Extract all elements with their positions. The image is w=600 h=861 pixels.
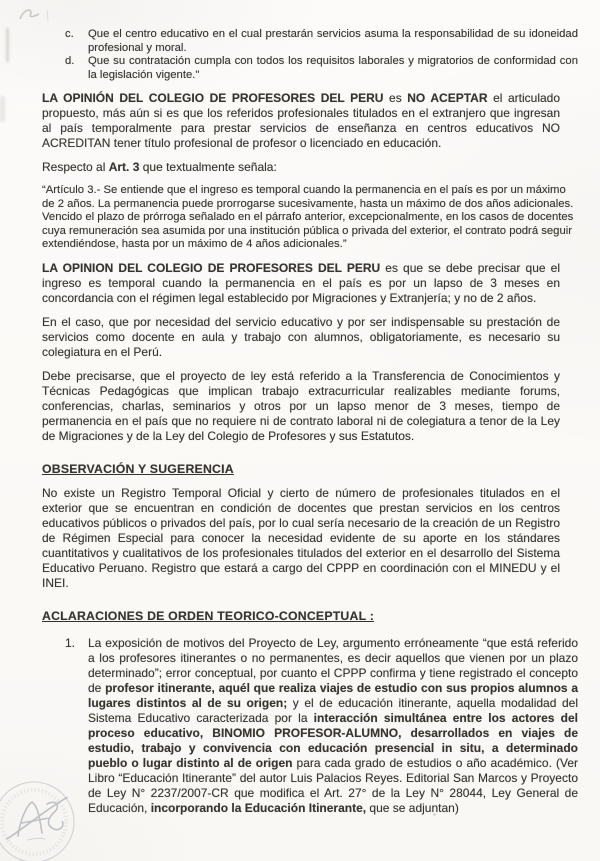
official-seal-stamp <box>0 776 94 861</box>
text-segment: Respecto al <box>42 160 109 174</box>
text-segment: No existe un Registro Temporal Oficial y cierto de número de profesionales titulados en el exterior que se encuentran en condición de docentes que prestan servicios en los centros educativos públicos o privados del país, por lo cual sería necesario de la creación de un Registro de Régimen Especial para conocer la necesidad evidente de su aporte en los stándares cuantitativos y cualitativos de los profesionales titulados del exterior en el desarrollo del Sistema Educativo Peruano. Registro que estará a cargo del CPPP en coordinación con el MINEDU y el INEI. <box>42 485 560 590</box>
text-segment: La exposición de motivos del Proyecto de Ley, argumento erróneamente “que está referido a los profesores itinerantes o no permanentes, es decir aquellos que vienen por un plazo determinado”; error conceptual, por cuanto el CPPP confirma y tiene registrado el concepto de <box>88 635 578 695</box>
bold-text-segment: LA OPINION DEL COLEGIO DE PROFESORES DEL PERU <box>42 260 381 275</box>
list-item <box>42 55 578 82</box>
bold-text-segment: profesor itinerante, aquél que realiza viajes de estudio con sus propios alumnos a lugares distintos al de su origen; <box>88 680 579 710</box>
paragraph <box>42 315 560 360</box>
text-segment: es que se debe precisar que el ingreso es temporal cuando la permanencia en el país es por un lapso de 3 meses en concordancia con el régimen legal establecido por Migraciones y Extranjería; y no de 2 años. <box>42 260 560 305</box>
list-marker: 1. <box>65 635 76 650</box>
heading <box>42 462 560 477</box>
bold-text-segment: ACLARACIONES DE ORDEN TEORICO-CONCEPTUAL : <box>42 608 374 623</box>
scan-smudge <box>0 96 5 122</box>
quote <box>42 184 578 252</box>
bold-text-segment: LA OPINIÓN DEL COLEGIO DE PROFESORES DEL PERU <box>42 91 384 105</box>
list-item-text <box>88 636 578 816</box>
text-segment: es <box>383 91 408 105</box>
bold-text-segment: interacción simultánea entre los actores del proceso educativo, BINOMIO PROFESOR-ALUMNO, desarrollados en viajes de estudio, trabajo y convivencia con educación presencial in situ, a determinado pueblo o lugar distinto al de origen <box>88 710 578 770</box>
stamp-signature-scribble <box>7 798 67 841</box>
paragraph <box>42 369 560 444</box>
text-segment: En el caso, que por necesidad del servicio educativo y por ser indispensable su prestación de servicios como docente en aula y trabajo con alumnos, obligatoriamente, es necesario su colegiatura en el Perú. <box>42 314 560 359</box>
text-segment: Que el centro educativo en el cual prestarán servicios asuma la responsabilidad de su idoneidad profesional y moral. <box>88 28 578 54</box>
text-segment: que textualmente señala: <box>139 160 277 174</box>
paragraph <box>42 91 560 151</box>
scan-speck <box>433 813 436 816</box>
paragraph <box>42 261 560 306</box>
list-item <box>42 28 578 55</box>
text-segment: Debe precisarse, que el proyecto de ley está referido a la Transferencia de Conocimientos y Técnicas Pedagógicas que implican trabajo extracurricular realizables mediante forums, conferencias, charlas, seminarios y otros por un lapso menor de 3 meses, tiempo de permanencia en el país que no requiere ni de contrato laboral ni de colegiatura a tenor de la Ley de Migraciones y de la Ley del Colegio de Profesores y sus Estatutos. <box>42 368 560 443</box>
paragraph <box>42 160 560 175</box>
text-segment: y el de educación itinerante, aquella modalidad del Sistema Educativo caracterizada por la <box>88 695 578 725</box>
list-item-text <box>88 28 578 55</box>
bold-text-segment: OBSERVACIÓN Y SUGERENCIA <box>42 461 234 476</box>
paragraph <box>42 486 560 591</box>
text-segment: que se adjuntan) <box>366 800 459 815</box>
bold-text-segment: Art. 3 <box>108 160 140 174</box>
numbered-item <box>42 636 578 816</box>
bold-text-segment: NO ACEPTAR <box>407 91 488 105</box>
text-segment: para cada grado de estudios o año académico. (Ver Libro “Educación Itinerante” del autor Luis Palacios Reyes. Editorial San Marcos y Proyecto de Ley N° 2237/2007-CR que modifica el Art. 27° de la Ley N° 28044, Ley General de Educación, <box>88 755 578 815</box>
bold-text-segment: incorporando la Educación Itinerante, <box>150 800 367 815</box>
text-segment: “Artículo 3.- Se entiende que el ingreso es temporal cuando la permanencia en el país es por un máximo de 2 años. La permanencia puede prorrogarse sucesivamente, hasta un máximo de dos años adicionales. Vencido el plazo de prórroga señalado en el párrafo anterior, excepcionalmente, en los casos de docentes cuya remuneración sea asumida por una institución pública o privada del exterior, el contrato podrá seguir extendiéndose, hasta por un máximo de 4 años adicionales.” <box>42 184 574 250</box>
list-item-text <box>88 55 578 82</box>
list-marker: c. <box>65 28 74 40</box>
list-marker: d. <box>65 55 75 67</box>
text-segment: Que su contratación cumpla con todos los requisitos laborales y migratorios de conformidad con la legislación vigente." <box>88 55 578 81</box>
text-segment: el articulado propuesto, más aún si es que los referidos profesionales titulados en el extranjero que ingresan al país temporalmente para prestar servicios de enseñanza en centros educativos NO ACREDITAN tener título profesional de profesor o licenciado en educación. <box>42 91 561 150</box>
scan-smudge <box>6 28 9 62</box>
pencil-mark <box>16 4 56 28</box>
heading <box>42 609 560 624</box>
